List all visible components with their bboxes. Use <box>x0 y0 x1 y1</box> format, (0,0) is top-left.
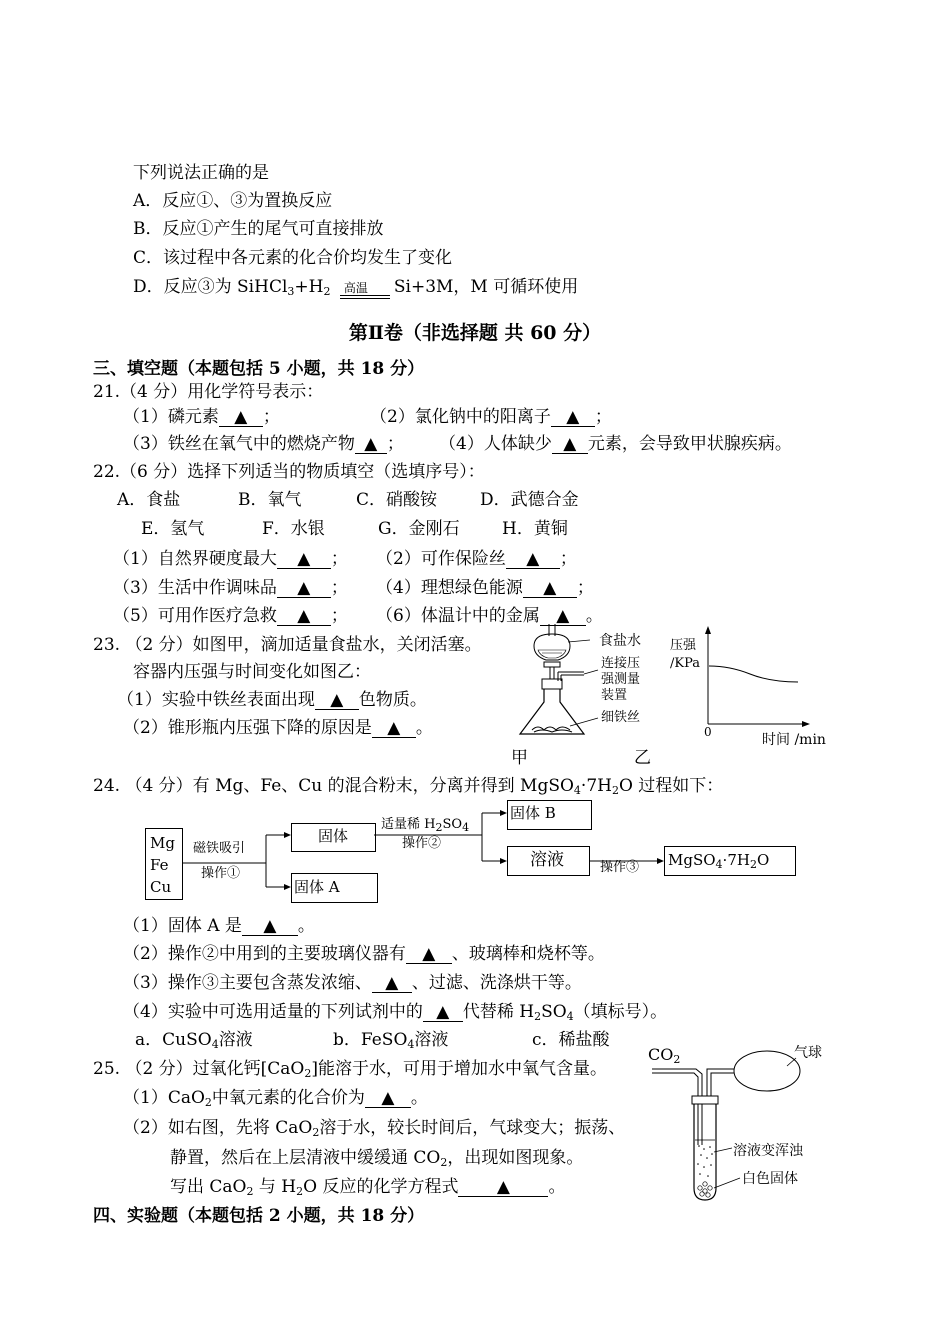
q22-part2: （2）可作保险丝 ▲ ； <box>376 549 577 569</box>
op3-label: 操作③ <box>600 860 640 875</box>
test-tube-figure <box>652 1050 802 1210</box>
q20-option-b: B．反应①产生的尾气可直接排放 <box>133 219 384 239</box>
q21-part3: （3）铁丝在氧气中的燃烧产物 ▲ ； <box>123 434 404 454</box>
q23-part2: （2）锥形瓶内压强下降的原因是 ▲ 。 <box>123 718 433 738</box>
product-formula: $MgSO_4\cdot 7H_2O$ <box>668 851 770 871</box>
q20-stem: 下列说法正确的是 <box>133 163 269 183</box>
q21-part4: （4）人体缺少 ▲ 元素，会导致甲状腺疾病。 <box>439 434 792 454</box>
origin-label: 0 <box>704 725 712 739</box>
q21-part2: （2）氯化钠中的阳离子 ▲ ； <box>370 407 612 427</box>
op2-label: 操作② <box>402 836 442 851</box>
q22-option-h: H．黄铜 <box>502 519 568 539</box>
q23-part1: （1）实验中铁丝表面出现 ▲ 色物质。 <box>117 690 427 710</box>
turbid-label: 溶液变浑浊 <box>733 1143 803 1159</box>
pressure-device-label-3: 装置 <box>601 688 628 703</box>
q24-part4: （4）实验中可选用适量的下列试剂中的 ▲ 代替稀 $H_2SO_4$（填标号）。 <box>123 1002 668 1023</box>
mixture-box: Mg Fe Cu <box>145 828 183 900</box>
x-axis-label: 时间 /min <box>762 732 826 748</box>
q24-option-b: b．FeSO$_4$溶液 <box>333 1030 449 1051</box>
q23-stem: 23. （2 分）如图甲，滴加适量食盐水，关闭活塞。 <box>93 635 482 655</box>
solid-b-box: 固体 B <box>507 800 592 830</box>
q24-part1: （1）固体 A 是 ▲ 。 <box>123 916 315 936</box>
co2-label: $CO_2$ <box>648 1045 681 1066</box>
q22-part4: （4）理想绿色能源 ▲ ； <box>376 578 594 598</box>
q21-part1: （1）磷元素 ▲ ； <box>123 407 280 427</box>
product-box <box>664 846 796 876</box>
white-solid-label: 白色固体 <box>742 1171 798 1187</box>
y-axis-label-1: 压强 <box>670 638 697 653</box>
q22-part1: （1）自然界硬度最大 ▲ ； <box>113 549 348 569</box>
q25-stem: 25. （2 分）过氧化钙[CaO$_2$]能溶于水，可用于增加水中氧气含量。 <box>93 1059 608 1080</box>
q24-part2: （2）操作②中用到的主要玻璃仪器有 ▲ 、玻璃棒和烧杯等。 <box>123 944 605 964</box>
magnet-label: 磁铁吸引 <box>193 841 246 856</box>
q20-option-a: A．反应①、③为置换反应 <box>133 191 333 211</box>
iron-wire-label: 细铁丝 <box>601 710 641 725</box>
pressure-device-label-2: 强测量 <box>601 672 641 687</box>
q24-part3: （3）操作③主要包含蒸发浓缩、 ▲ 、过滤、洗涤烘干等。 <box>123 973 582 993</box>
section4-heading: 四、实验题（本题包括 2 小题，共 18 分） <box>93 1206 425 1226</box>
q22-stem: 22.（6 分）选择下列适当的物质填空（选填序号）： <box>93 462 485 482</box>
q20-option-c: C．该过程中各元素的化合价均发生了变化 <box>133 248 453 268</box>
q24-stem: 24. （4 分）有 Mg、Fe、Cu 的混合粉末，分离并得到 $MgSO_4\cdot 7H_2O$ 过程如下： <box>93 776 724 797</box>
q22-option-f: F．水银 <box>262 519 325 539</box>
reaction-condition: 高温 <box>343 281 368 295</box>
pressure-time-graph <box>700 626 810 736</box>
q22-part5: （5）可用作医疗急救 ▲ ； <box>113 606 348 626</box>
part2-title: 第Ⅱ卷（非选择题 共 60 分） <box>348 322 602 344</box>
q25-part2-line1: （2）如右图，先将 CaO$_2$溶于水，较长时间后，气球变大；振荡、 <box>123 1118 626 1139</box>
q22-option-c: C．硝酸铵 <box>356 490 438 510</box>
q24-option-c: c．稀盐酸 <box>532 1030 610 1050</box>
q22-part3: （3）生活中作调味品 ▲ ； <box>113 578 348 598</box>
op1-label: 操作① <box>201 866 241 881</box>
solid-a-box: 固体 A <box>291 873 378 903</box>
acid-label: 适量稀 $H_2SO_4$ <box>381 817 470 834</box>
figure-yi-label: 乙 <box>634 748 651 768</box>
q24-option-a: a．CuSO$_4$溶液 <box>135 1030 253 1051</box>
q25-part1: （1）CaO$_2$中氧元素的化合价为 ▲ 。 <box>123 1088 428 1109</box>
q22-part6: （6）体温计中的金属 ▲ 。 <box>376 606 603 626</box>
q20-option-d: D．反应③为 $SiHCl_3+H_2$ 高温 Si+3M，M 可循环使用 <box>133 277 579 298</box>
q22-option-b: B．氧气 <box>238 490 302 510</box>
section3-heading: 三、填空题（本题包括 5 小题，共 18 分） <box>93 359 425 379</box>
q21-stem: 21.（4 分）用化学符号表示： <box>93 382 324 402</box>
q25-part2-line3: 写出 CaO$_2$ 与 $H_2O$ 反应的化学方程式 ▲ 。 <box>170 1177 566 1198</box>
solution-box: 溶液 <box>507 846 590 876</box>
pressure-device-label-1: 连接压 <box>601 656 641 671</box>
q22-option-a: A．食盐 <box>117 490 181 510</box>
figure-jia-label: 甲 <box>511 748 528 768</box>
q22-option-g: G．金刚石 <box>378 519 460 539</box>
balloon-label: 气球 <box>794 1045 822 1061</box>
y-axis-label-2: /KPa <box>670 656 701 671</box>
q22-option-e: E．氢气 <box>141 519 205 539</box>
q23-stem2: 容器内压强与时间变化如图乙： <box>133 662 371 682</box>
flowchart-arrows <box>180 795 670 905</box>
salt-water-label: 食盐水 <box>599 633 641 649</box>
q25-part2-line2: 静置，然后在上层清液中缓缓通 $CO_2$，出现如图现象。 <box>170 1148 584 1169</box>
q22-option-d: D．武德合金 <box>480 490 579 510</box>
solid-box: 固体 <box>291 823 376 852</box>
